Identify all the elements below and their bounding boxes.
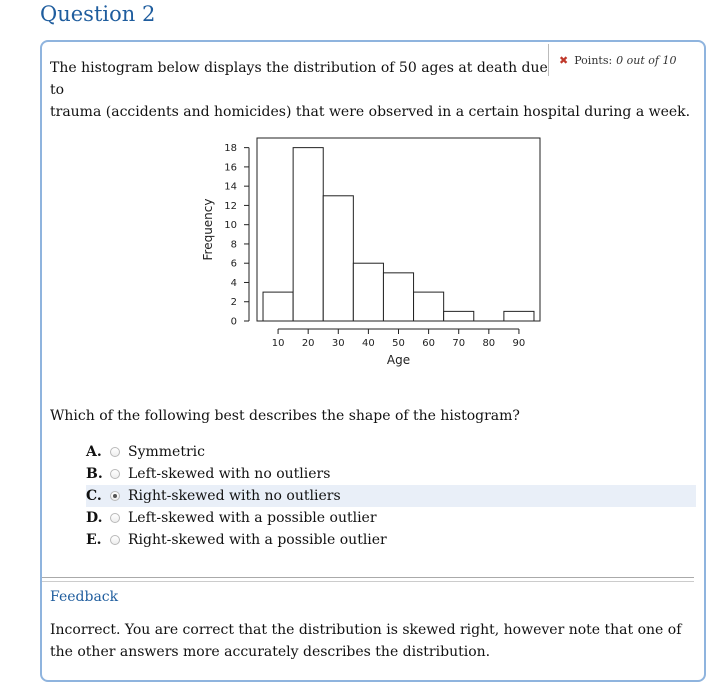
radio-button-e[interactable] xyxy=(110,535,120,545)
y-tick-label-12: 12 xyxy=(224,200,237,212)
choice-d[interactable] xyxy=(86,507,696,529)
histogram-chart xyxy=(190,128,550,382)
x-tick-label-10: 10 xyxy=(271,338,285,349)
y-tick-label-8: 8 xyxy=(230,239,237,251)
radio-button-d[interactable] xyxy=(110,513,120,523)
choice-b[interactable] xyxy=(86,463,696,485)
feedback-divider xyxy=(42,577,694,582)
choice-letter: A. xyxy=(86,444,102,460)
choice-text: Left-skewed with a possible outlier xyxy=(128,510,377,526)
y-tick-label-0: 0 xyxy=(230,316,237,328)
histogram-svg xyxy=(190,128,550,378)
histogram-bar-3 xyxy=(323,196,353,321)
y-tick-label-2: 2 xyxy=(230,297,237,309)
histogram-bar-6 xyxy=(414,292,444,321)
answer-choices xyxy=(86,441,696,551)
choice-text: Right-skewed with no outliers xyxy=(128,488,341,504)
y-tick-label-10: 10 xyxy=(224,220,237,232)
choice-c[interactable] xyxy=(86,485,696,507)
histogram-bar-9 xyxy=(504,311,534,321)
choice-text: Right-skewed with a possible outlier xyxy=(128,532,387,548)
feedback-text: Incorrect. You are correct that the distribution is skewed right, however note that one of the other answers more accurately describes the distribution. xyxy=(50,622,682,660)
choice-text: Left-skewed with no outliers xyxy=(128,466,331,482)
points-label: Points: xyxy=(574,53,613,67)
x-tick-label-60: 60 xyxy=(422,338,435,349)
points-value: 0 out of 10 xyxy=(616,53,677,67)
histogram-bar-7 xyxy=(444,311,474,321)
radio-button-b[interactable] xyxy=(110,469,120,479)
prompt-line-1: The histogram below displays the distribution of 50 ages at death due to xyxy=(50,60,548,98)
choice-e[interactable] xyxy=(86,529,696,551)
y-axis-title: Frequency xyxy=(201,198,215,261)
question-title: Question 2 xyxy=(40,2,156,26)
choice-a[interactable] xyxy=(86,441,696,463)
histogram-bar-5 xyxy=(383,273,413,321)
x-tick-label-20: 20 xyxy=(301,338,315,349)
choice-letter: E. xyxy=(86,532,102,548)
histogram-bar-2 xyxy=(293,148,323,321)
choice-letter: D. xyxy=(86,510,103,526)
histogram-bar-4 xyxy=(353,263,383,321)
feedback-title: Feedback xyxy=(50,589,119,605)
y-tick-label-6: 6 xyxy=(230,258,237,270)
y-tick-label-14: 14 xyxy=(224,181,237,193)
y-tick-label-16: 16 xyxy=(224,162,237,174)
choice-text: Symmetric xyxy=(128,444,205,460)
histogram-bar-1 xyxy=(263,292,293,321)
radio-button-c[interactable] xyxy=(110,491,120,501)
incorrect-icon: ✖ xyxy=(559,53,569,67)
y-tick-label-18: 18 xyxy=(224,143,237,155)
x-tick-label-50: 50 xyxy=(392,338,405,349)
x-axis-title: Age xyxy=(386,353,411,367)
prompt-line-2: trauma (accidents and homicides) that were observed in a certain hospital during a week. xyxy=(50,104,691,120)
x-tick-label-90: 90 xyxy=(512,338,526,349)
choice-letter: C. xyxy=(86,488,102,504)
points-indicator xyxy=(548,44,676,76)
radio-button-a[interactable] xyxy=(110,447,120,457)
x-tick-label-70: 70 xyxy=(452,338,466,349)
x-tick-label-40: 40 xyxy=(362,338,375,349)
x-tick-label-30: 30 xyxy=(331,338,345,349)
choice-letter: B. xyxy=(86,466,103,482)
x-tick-label-80: 80 xyxy=(482,338,496,349)
question-text: Which of the following best describes the shape of the histogram? xyxy=(50,408,520,424)
y-tick-label-4: 4 xyxy=(230,277,237,289)
